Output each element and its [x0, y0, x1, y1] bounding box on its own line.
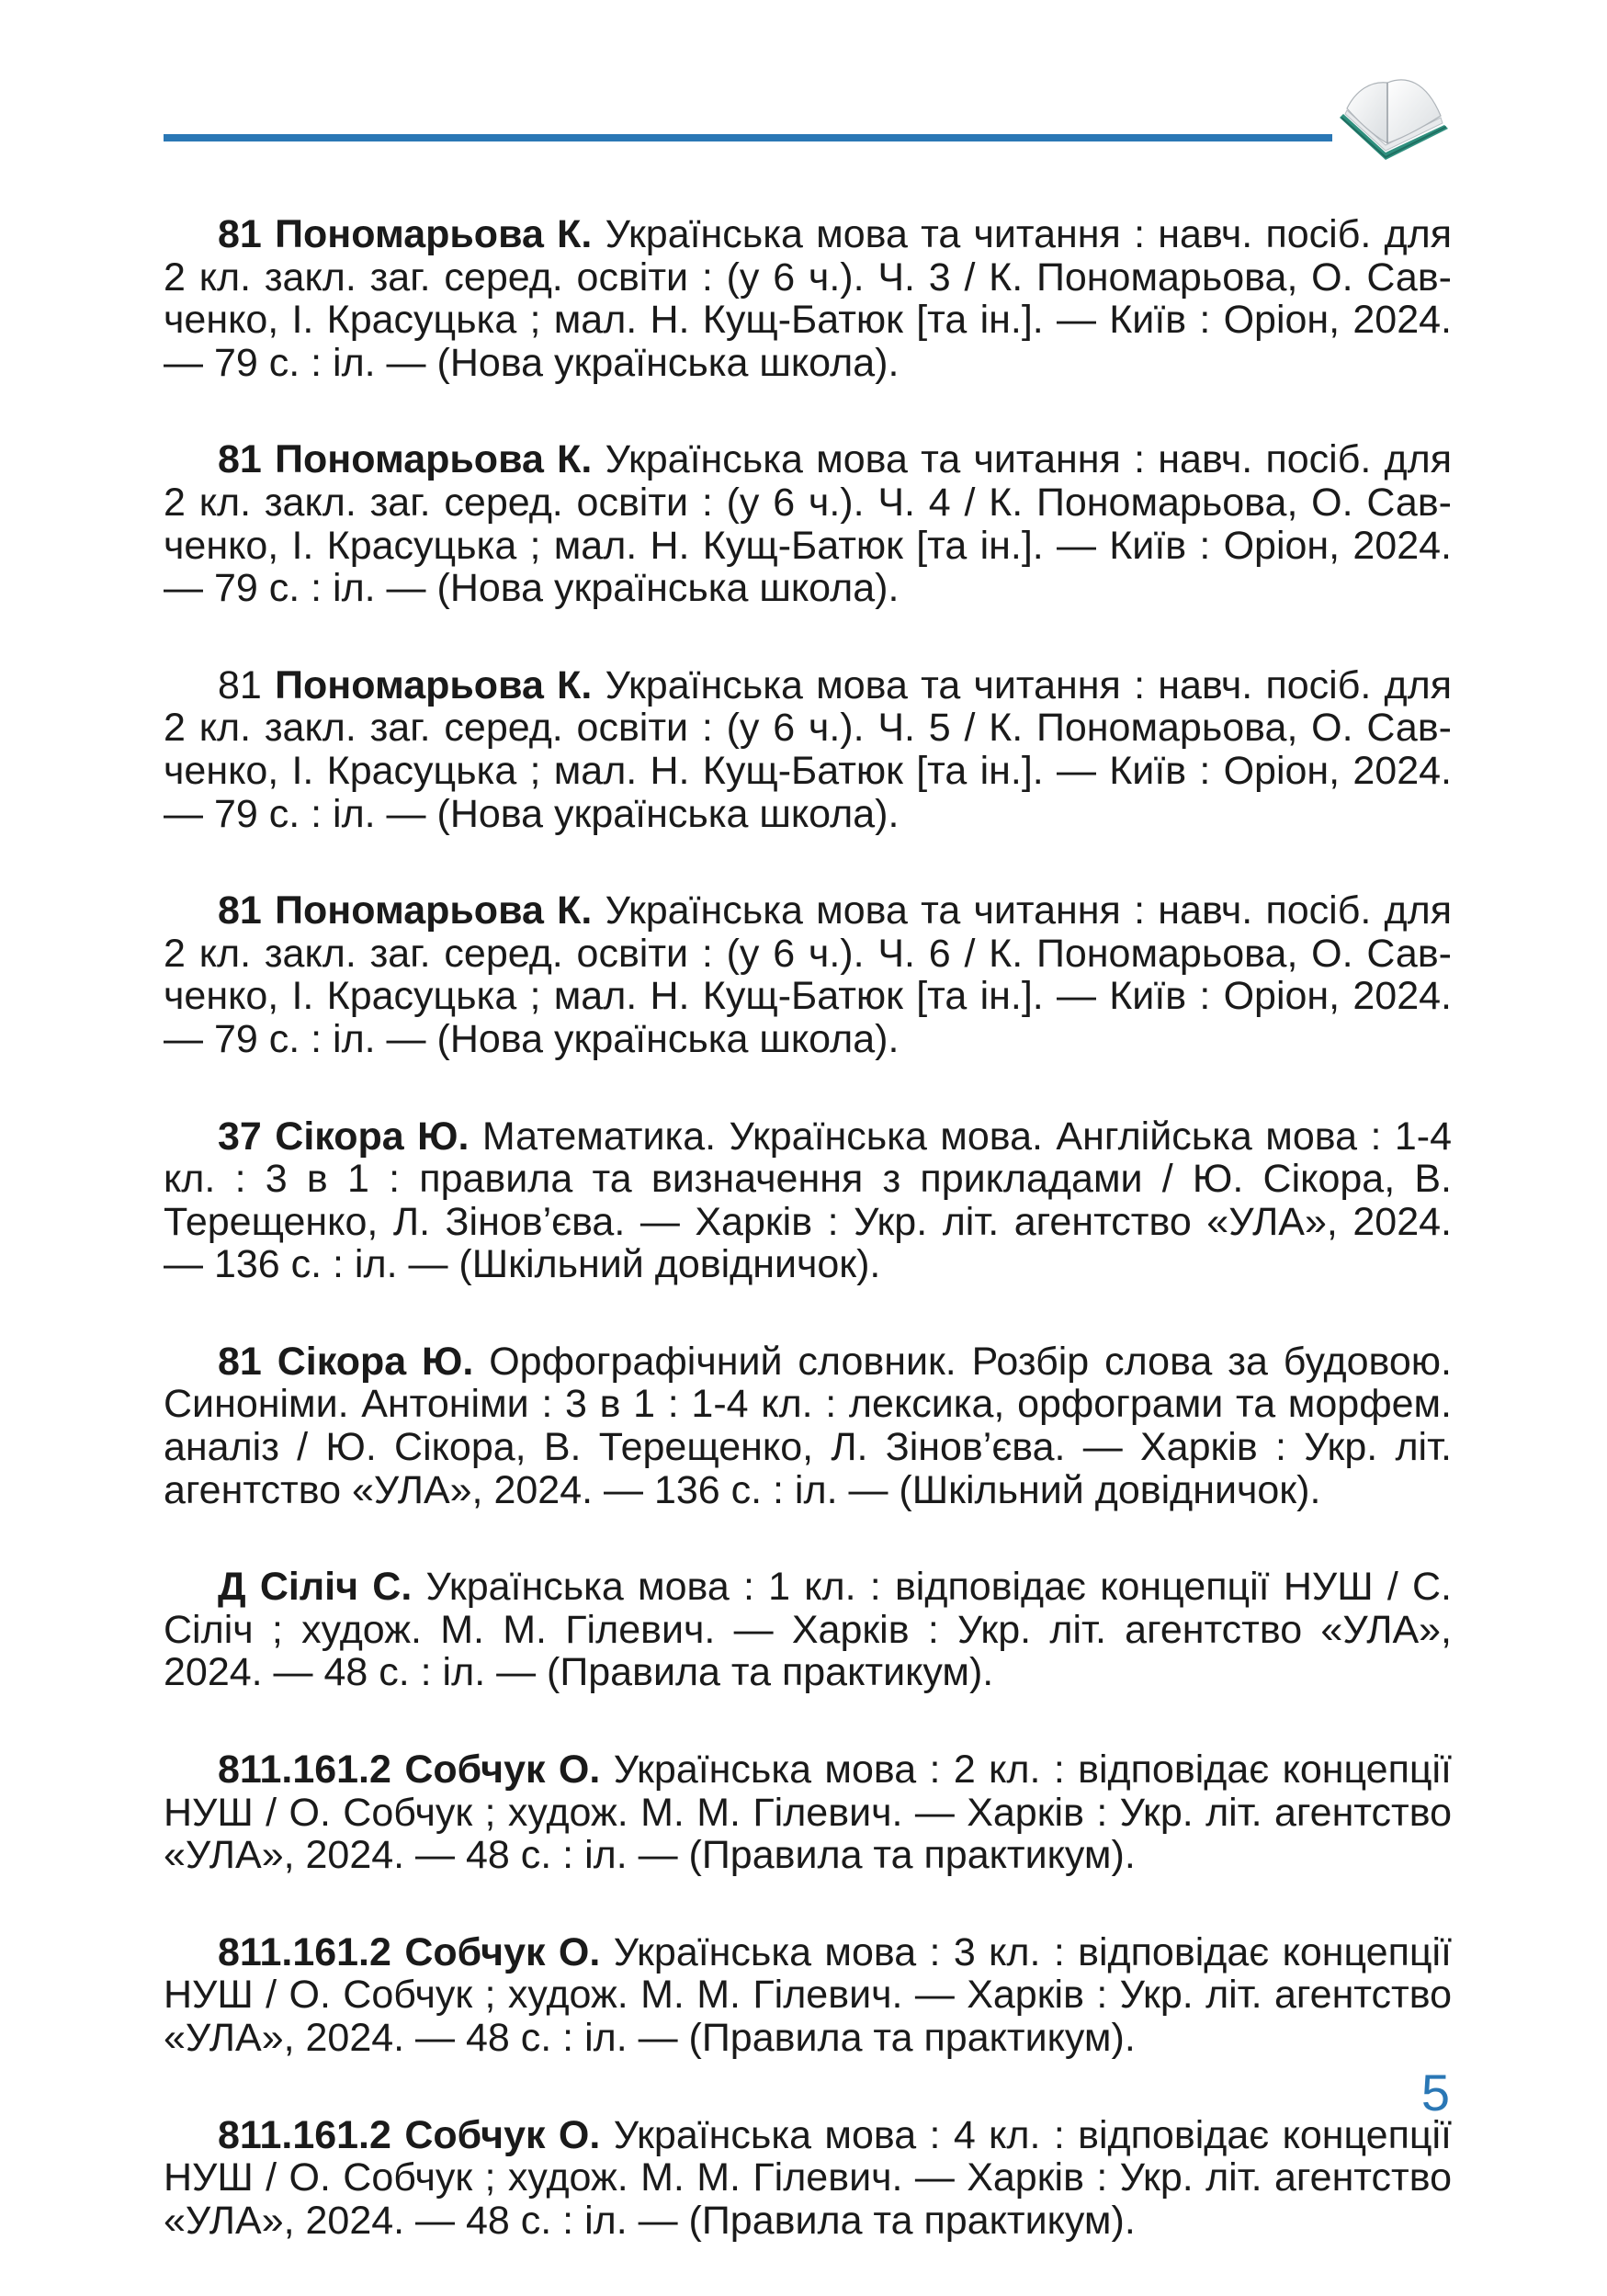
page-number: 5: [1420, 2064, 1450, 2121]
entry-text: Українська мова та читання : навч. посіб. для 2 кл. закл. заг. серед. освіти : (у 6 ч.). Ч. 3 / К. Пономарьова, О. Савченко, І. Красуцька ; мал. Н. Кущ-Батюк [та ін.]. — Київ : Оріон, 2024. — 79 с. : іл. — (Нова українська школа).: [164, 212, 1453, 385]
entry-text: Українська мова : 3 кл. : відповідає концепції НУШ / О. Собчук ; худож. М. М. Гілевич. — Харків : Укр. літ. агентство «УЛА», 2024. — 48 с. : іл. — (Правила та практикум).: [164, 1929, 1452, 2060]
bibliography-list: [164, 213, 1452, 2296]
entry-text: Українська мова : 2 кл. : відповідає концепції НУШ / О. Собчук ; худож. М. М. Гілевич. — Харків : Укр. літ. агентство «УЛА», 2024. — 48 с. : іл. — (Правила та практикум).: [164, 1747, 1452, 1878]
entry-index: 81: [218, 662, 262, 707]
header-rule: [164, 134, 1332, 141]
entry-author: Собчук О.: [404, 2112, 601, 2157]
entry-index: 811.161.2: [218, 1929, 391, 1974]
bibliography-entry: [164, 1748, 1452, 1877]
bibliography-entry: [164, 889, 1452, 1060]
entry-author: Собчук О.: [404, 1929, 601, 1974]
entry-index: 81: [218, 1339, 262, 1384]
entry-index: Д: [218, 1565, 246, 1610]
entry-author: Пономарьова К.: [275, 888, 593, 933]
entry-index: 811.161.2: [218, 1747, 391, 1793]
entry-author: Пономарьова К.: [275, 437, 593, 482]
bibliography-entry: [164, 2114, 1452, 2243]
entry-author: Собчук О.: [404, 1747, 601, 1793]
entry-text: Українська мова : 1 кл. : відповідає концепції НУШ / С. Сіліч ; худож. М. М. Гілевич. — Харків : Укр. літ. агентство «УЛА», 2024. — 48 с. : іл. — (Правила та практикум).: [164, 1565, 1452, 1695]
bibliography-entry: [164, 1566, 1452, 1694]
entry-text: Українська мова та читання : навч. посіб. для 2 кл. закл. заг. серед. освіти : (у 6 ч.). Ч. 5 / К. Пономарьова, О. Савченко, І. Красуцька ; мал. Н. Кущ-Батюк [та ін.]. — Київ : Оріон, 2024. — 79 с. : іл. — (Нова українська школа).: [164, 662, 1453, 836]
bibliography-entry: [164, 1340, 1452, 1511]
entry-text: Українська мова та читання : навч. посіб. для 2 кл. закл. заг. серед. освіти : (у 6 ч.). Ч. 6 / К. Пономарьова, О. Савченко, І. Красуцька ; мал. Н. Кущ-Батюк [та ін.]. — Київ : Оріон, 2024. — 79 с. : іл. — (Нова українська школа).: [164, 888, 1453, 1061]
entry-author: Пономарьова К.: [275, 662, 593, 707]
entry-author: Сіліч С.: [259, 1565, 413, 1610]
bibliography-entry: [164, 1931, 1452, 2060]
entry-index: 81: [218, 437, 262, 482]
entry-text: Українська мова та читання : навч. посіб. для 2 кл. закл. заг. серед. освіти : (у 6 ч.). Ч. 4 / К. Пономарьова, О. Савченко, І. Красуцька ; мал. Н. Кущ-Батюк [та ін.]. — Київ : Оріон, 2024. — 79 с. : іл. — (Нова українська школа).: [164, 437, 1453, 611]
entry-index: 81: [218, 888, 262, 933]
entry-index: 81: [218, 212, 262, 256]
entry-index: 37: [218, 1114, 262, 1159]
bibliography-entry: [164, 664, 1452, 835]
entry-text: Орфографічний словник. Розбір слова за будовою. Синоніми. Антоніми : 3 в 1 : 1-4 кл. : лексика, орфограми та морфем. аналіз / Ю. Сікора, В. Терещенко, Л. Зінов’єва. — Харків : Укр. літ. агентство «УЛА», 2024. — 136 с. : іл. — (Шкільний довідничок).: [164, 1339, 1452, 1512]
bibliography-entry: [164, 1115, 1452, 1286]
entry-author: Сікора Ю.: [277, 1339, 474, 1384]
entry-text: Математика. Українська мова. Англійська мова : 1-4 кл. : 3 в 1 : правила та визначення з прикладами / Ю. Сікора, В. Терещенко, Л. Зінов’єва. — Харків : Укр. літ. агентство «УЛА», 2024. — 136 с. : іл. — (Шкільний довідничок).: [164, 1114, 1452, 1287]
bibliography-entry: [164, 438, 1452, 609]
bibliography-entry: [164, 213, 1452, 384]
entry-text: Українська мова : 4 кл. : відповідає концепції НУШ / О. Собчук ; худож. М. М. Гілевич. — Харків : Укр. літ. агентство «УЛА», 2024. — 48 с. : іл. — (Правила та практикум).: [164, 2112, 1452, 2243]
entry-author: Сікора Ю.: [275, 1114, 470, 1159]
open-book-icon: [1334, 72, 1454, 173]
entry-index: 811.161.2: [218, 2112, 391, 2157]
entry-author: Пономарьова К.: [275, 212, 593, 256]
